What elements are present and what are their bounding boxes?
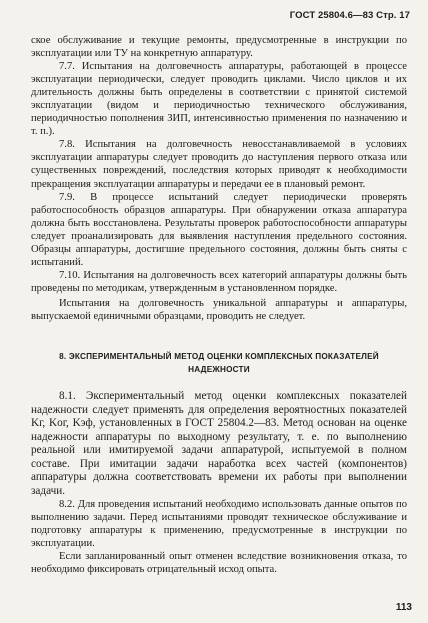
paragraph-7-8: 7.8. Испытания на долговечность невосстанавливаемой в условиях эксплуатации аппаратуры следует проводить до наступления первого отказа или существенных повреждений, последствия которых приводят к необходимости прекращения эксплуатации аппаратуры и передачи ее в плановый ремонт. [31, 139, 407, 190]
paragraph-8-2: 8.2. Для проведения испытаний необходимо использовать данные опытов по выполнению задачи. Перед испытаниями проводят техническое обслуживание и подготовку аппаратуры к применению, предусмотренные в инструкции по эксплуатации. [31, 499, 407, 550]
paragraph-continuation: ское обслуживание и текущие ремонты, предусмотренные в инструкции по эксплуатации или ТУ на конкретную аппаратуру. [31, 35, 407, 60]
page-header: ГОСТ 25804.6—83 Стр. 17 [289, 10, 410, 21]
paragraph-7-7: 7.7. Испытания на долговечность аппаратуры, работающей в процессе эксплуатации периодически, следует проводить циклами. Число циклов и их длительность должны быть определены в соответствии с принятой системой эксплуатации (видом и периодичностью технического обслуживания, периодичностью пополнения ЗИП, интенсивностью применения по назначению и т. п.). [31, 61, 407, 138]
page-number: 113 [395, 602, 412, 613]
section-heading: 8. ЭКСПЕРИМЕНТАЛЬНЫЙ МЕТОД ОЦЕНКИ КОМПЛЕКСНЫХ ПОКАЗАТЕЛЕЙ НАДЕЖНОСТИ [59, 352, 379, 375]
paragraph-7-9: 7.9. В процессе испытаний следует периодически проверять работоспособность образцов аппаратуры. При обнаружении отказа аппаратура должна быть восстановлена. Результаты проверок работоспособности аппаратуры следует проанализировать для выявления наступления предельного состояния. Образцы аппаратуры, достигшие предельного состояния, должны быть сняты с испытаний. [31, 191, 407, 268]
paragraph-8-1: 8.1. Экспериментальный метод оценки комплексных показателей надежности следует применять для определения вероятностных показателей Kг, Kог, Kэф, установленных в ГОСТ 25804.2—83. Метод основан на оценке надежности аппаратуры по выходному результату, т. е. по выполнению реальной или имитируемой задачи аппаратурой, испытуемой в полном составе. При имитации задачи наработка всех частей (компонентов) аппаратуры должна соответствовать времени их работы при выполнении задачи. [31, 390, 407, 497]
paragraph-7-10: 7.10. Испытания на долговечность всех категорий аппаратуры должны быть проведены по методикам, утвержденным в установленном порядке. [31, 269, 407, 294]
paragraph-unique-equipment: Испытания на долговечность уникальной аппаратуры и аппаратуры, выпускаемой единичными образцами, проводить не следует. [31, 297, 407, 322]
paragraph-cancelled-experiment: Если запланированный опыт отменен вследствие возникновения отказа, то необходимо фиксировать отрицательный исход опыта. [31, 551, 407, 576]
document-body [31, 34, 407, 576]
